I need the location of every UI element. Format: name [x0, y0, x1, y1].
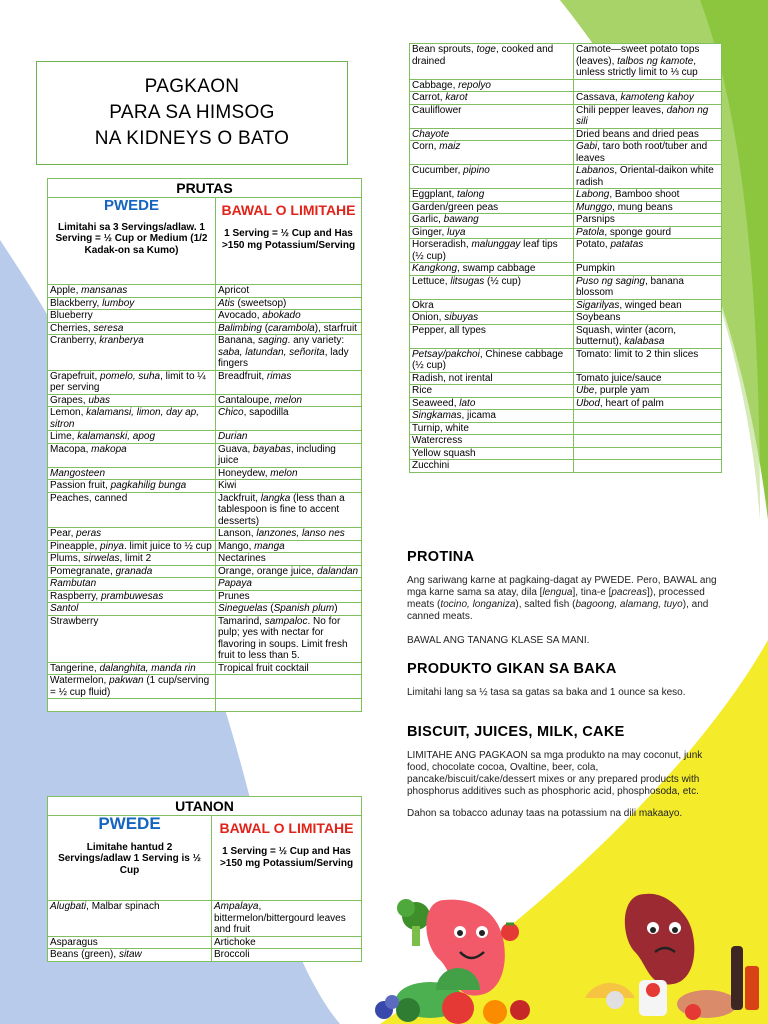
- prutas-right-cell: Cantaloupe, melon: [216, 394, 362, 407]
- veg-left-cell: Ginger, luya: [410, 226, 574, 239]
- veg-left-cell: Cucumber, pipino: [410, 165, 574, 189]
- veg-left-cell: Kangkong, swamp cabbage: [410, 263, 574, 276]
- veg-left-cell: Okra: [410, 299, 574, 312]
- prutas-pwede-label: PWEDE: [103, 197, 159, 214]
- utanon-left-cell: Asparagus: [48, 936, 212, 949]
- veg-right-cell: Tomato juice/sauce: [574, 372, 722, 385]
- utanon-bawal-cell: [212, 816, 362, 901]
- veg-left-cell: Watercress: [410, 435, 574, 448]
- prutas-row: [48, 603, 362, 616]
- veg-left-cell: Eggplant, talong: [410, 189, 574, 202]
- veg-right-cell: [574, 422, 722, 435]
- prutas-row: [48, 285, 362, 298]
- veg-right-table: [409, 43, 722, 473]
- prutas-left-cell: Tangerine, dalanghita, manda rin: [48, 662, 216, 675]
- utanon-left-cell: Alugbati, Malbar spinach: [48, 901, 212, 937]
- prutas-right-cell: [216, 699, 362, 712]
- utanon-right-cell: Artichoke: [212, 936, 362, 949]
- prutas-right-cell: Atis (sweetsop): [216, 297, 362, 310]
- veg-row: [410, 226, 722, 239]
- prutas-row: [48, 335, 362, 371]
- title-box: [36, 61, 348, 165]
- prutas-bawal-label: BAWAL O LIMITAHE: [221, 202, 356, 218]
- protina-text-1: Ang sariwang karne at pagkaing-dagat ay PWEDE. Pero, BAWAL ang mga karne sama sa atay, dila [lengua], tina-e [pacreas]), processed meats (tocino, longaniza), salted fish (bagoong, alamang, tuyo), and canned meats.: [407, 575, 717, 622]
- veg-left-cell: Radish, not irental: [410, 372, 574, 385]
- veg-right-cell: Parsnips: [574, 214, 722, 227]
- prutas-left-cell: Lemon, kalamansi, limon, day ap, sitron: [48, 407, 216, 431]
- veg-row: [410, 348, 722, 372]
- veg-right-cell: Cassava, kamoteng kahoy: [574, 92, 722, 105]
- prutas-row: [48, 322, 362, 335]
- veg-row: [410, 312, 722, 325]
- prutas-left-cell: Watermelon, pakwan (1 cup/serving = ½ cup fluid): [48, 675, 216, 699]
- prutas-pwede-cell: [48, 198, 216, 285]
- happy-kidney-icon: [360, 860, 540, 1024]
- veg-right-cell: Ube, purple yam: [574, 385, 722, 398]
- prutas-bawal-note: 1 Serving = ½ Cup and Has >150 mg Potassium/Serving: [221, 228, 356, 251]
- biscuit-text-1: LIMITAHE ANG PAGKAON sa mga produkto na may coconut, junk food, chocolate cocoa, Ovaltine, beer, cola, pancake/biscuit/cake/dessert mixes or any prepared products with phosphorus additives such as phosphoric acid, phosphosoda, etc.: [407, 750, 703, 797]
- veg-row: [410, 214, 722, 227]
- title-line-2: PARA SA HIMSOG: [109, 102, 275, 123]
- prutas-left-cell: Strawberry: [48, 615, 216, 662]
- veg-row: [410, 397, 722, 410]
- veg-right-cell: Puso ng saging, banana blossom: [574, 275, 722, 299]
- prutas-left-cell: Macopa, makopa: [48, 443, 216, 467]
- veg-left-cell: Horseradish, malunggay leaf tips (½ cup): [410, 239, 574, 263]
- utanon-table: [47, 796, 362, 962]
- prutas-left-cell: Cherries, seresa: [48, 322, 216, 335]
- veg-row: [410, 299, 722, 312]
- prutas-left-cell: Grapes, ubas: [48, 394, 216, 407]
- prutas-left-cell: Grapefruit, pomelo, suha, limit to ¼ per serving: [48, 370, 216, 394]
- utanon-bawal-note: 1 Serving = ½ Cup and Has >150 mg Potassium/Serving: [219, 846, 354, 869]
- veg-row: [410, 372, 722, 385]
- prutas-row: [48, 394, 362, 407]
- prutas-row: [48, 467, 362, 480]
- sad-kidney-icon: [575, 880, 765, 1024]
- veg-row: [410, 165, 722, 189]
- prutas-left-cell: Pineapple, pinya. limit juice to ½ cup: [48, 540, 216, 553]
- veg-left-cell: Petsay/pakchoi, Chinese cabbage (½ cup): [410, 348, 574, 372]
- veg-left-cell: Singkamas, jicama: [410, 410, 574, 423]
- prutas-left-cell: Pomegranate, granada: [48, 565, 216, 578]
- utanon-row: [48, 949, 362, 962]
- utanon-pwede-note: Limitahe hantud 2 Servings/adlaw 1 Serving is ½ Cup: [58, 841, 201, 876]
- prutas-row: [48, 590, 362, 603]
- utanon-row: [48, 936, 362, 949]
- prutas-row: [48, 578, 362, 591]
- prutas-left-cell: Rambutan: [48, 578, 216, 591]
- prutas-right-cell: Tamarind, sampaloc. No for pulp; yes with nectar for flavoring in soups. Limit fresh fruit to less than 5.: [216, 615, 362, 662]
- prutas-row: [48, 553, 362, 566]
- veg-left-cell: Onion, sibuyas: [410, 312, 574, 325]
- prutas-pwede-note: Limitahi sa 3 Servings/adlaw. 1 Serving = ½ Cup or Medium (1/2 Kadak-on sa Kumo): [55, 221, 208, 256]
- prutas-right-cell: Banana, saging. any variety: saba, latundan, señorita, lady fingers: [216, 335, 362, 371]
- prutas-left-cell: Raspberry, prambuwesas: [48, 590, 216, 603]
- veg-right-cell: Labong, Bamboo shoot: [574, 189, 722, 202]
- utanon-row: [48, 901, 362, 937]
- veg-row: [410, 79, 722, 92]
- prutas-right-cell: Jackfruit, langka (less than a tablespoon is fine to accent desserts): [216, 492, 362, 528]
- prutas-left-cell: Plums, sirwelas, limit 2: [48, 553, 216, 566]
- veg-left-cell: Carrot, karot: [410, 92, 574, 105]
- veg-row: [410, 447, 722, 460]
- veg-row: [410, 385, 722, 398]
- prutas-row: [48, 540, 362, 553]
- veg-row: [410, 460, 722, 473]
- veg-right-cell: Dried beans and dried peas: [574, 128, 722, 141]
- prutas-row: [48, 565, 362, 578]
- prutas-left-cell: Mangosteen: [48, 467, 216, 480]
- veg-left-cell: Garden/green peas: [410, 201, 574, 214]
- veg-row: [410, 324, 722, 348]
- veg-left-cell: Pepper, all types: [410, 324, 574, 348]
- prutas-row: [48, 480, 362, 493]
- baka-section: [407, 661, 727, 699]
- prutas-header: PRUTAS: [48, 179, 362, 198]
- prutas-row: [48, 310, 362, 323]
- utanon-header: UTANON: [48, 797, 362, 816]
- prutas-left-cell: Peaches, canned: [48, 492, 216, 528]
- biscuit-text-2: Dahon sa tobacco adunay taas na potassium na dili makaayo.: [407, 808, 683, 819]
- veg-left-cell: Lettuce, litsugas (½ cup): [410, 275, 574, 299]
- prutas-rows: [48, 285, 362, 712]
- prutas-right-cell: [216, 675, 362, 699]
- prutas-row: [48, 675, 362, 699]
- utanon-right-cell: Ampalaya, bittermelon/bittergourd leaves and fruit: [212, 901, 362, 937]
- veg-right-cell: Munggo, mung beans: [574, 201, 722, 214]
- prutas-right-cell: Nectarines: [216, 553, 362, 566]
- biscuit-section: [407, 724, 725, 820]
- veg-right-cell: Squash, winter (acorn, butternut), kalabasa: [574, 324, 722, 348]
- veg-row: [410, 141, 722, 165]
- veg-left-cell: Yellow squash: [410, 447, 574, 460]
- veg-row: [410, 275, 722, 299]
- veg-row: [410, 201, 722, 214]
- prutas-row: [48, 662, 362, 675]
- veg-row: [410, 239, 722, 263]
- veg-right-cell: Tomato: limit to 2 thin slices: [574, 348, 722, 372]
- title-line-3: NA KIDNEYS O BATO: [94, 128, 290, 149]
- utanon-left-cell: Beans (green), sitaw: [48, 949, 212, 962]
- prutas-table: [47, 178, 362, 712]
- prutas-right-cell: Kiwi: [216, 480, 362, 493]
- veg-right-cell: Sigarilyas, winged bean: [574, 299, 722, 312]
- veg-left-cell: Cabbage, repolyo: [410, 79, 574, 92]
- veg-right-cell: [574, 435, 722, 448]
- veg-right-cell: Pumpkin: [574, 263, 722, 276]
- utanon-bawal-label: BAWAL O LIMITAHE: [219, 820, 354, 836]
- protina-section: [407, 549, 727, 647]
- veg-right-cell: Soybeans: [574, 312, 722, 325]
- prutas-row: [48, 431, 362, 444]
- prutas-row: [48, 492, 362, 528]
- protina-text-2: BAWAL ANG TANANG KLASE SA MANI.: [407, 635, 590, 646]
- biscuit-title: BISCUIT, JUICES, MILK, CAKE: [407, 724, 625, 740]
- protina-title: PROTINA: [407, 549, 475, 565]
- prutas-left-cell: Apple, mansanas: [48, 285, 216, 298]
- veg-right-cell: [574, 460, 722, 473]
- prutas-right-cell: Mango, manga: [216, 540, 362, 553]
- prutas-right-cell: Orange, orange juice, dalandan: [216, 565, 362, 578]
- veg-left-cell: Turnip, white: [410, 422, 574, 435]
- prutas-bawal-cell: [216, 198, 362, 285]
- prutas-left-cell: Passion fruit, pagkahilig bunga: [48, 480, 216, 493]
- prutas-row: [48, 699, 362, 712]
- prutas-right-cell: Lanson, lanzones, lanso nes: [216, 528, 362, 541]
- veg-right-cell: Labanos, Oriental-daikon white radish: [574, 165, 722, 189]
- veg-left-cell: Rice: [410, 385, 574, 398]
- prutas-right-cell: Sineguelas (Spanish plum): [216, 603, 362, 616]
- prutas-right-cell: Guava, bayabas, including juice: [216, 443, 362, 467]
- prutas-row: [48, 370, 362, 394]
- prutas-left-cell: Lime, kalamanski, apog: [48, 431, 216, 444]
- prutas-left-cell: Cranberry, kranberya: [48, 335, 216, 371]
- veg-row: [410, 104, 722, 128]
- baka-title: PRODUKTO GIKAN SA BAKA: [407, 661, 617, 677]
- veg-left-cell: Corn, maiz: [410, 141, 574, 165]
- veg-left-cell: Chayote: [410, 128, 574, 141]
- prutas-left-cell: Blackberry, lumboy: [48, 297, 216, 310]
- prutas-row: [48, 528, 362, 541]
- prutas-right-cell: Tropical fruit cocktail: [216, 662, 362, 675]
- prutas-right-cell: Avocado, abokado: [216, 310, 362, 323]
- veg-right-cell: [574, 447, 722, 460]
- veg-row: [410, 128, 722, 141]
- prutas-left-cell: Blueberry: [48, 310, 216, 323]
- prutas-left-cell: Pear, peras: [48, 528, 216, 541]
- prutas-right-cell: Prunes: [216, 590, 362, 603]
- prutas-row: [48, 615, 362, 662]
- prutas-row: [48, 443, 362, 467]
- veg-right-cell: Chili pepper leaves, dahon ng sili: [574, 104, 722, 128]
- utanon-pwede-cell: [48, 816, 212, 901]
- prutas-right-cell: Papaya: [216, 578, 362, 591]
- veg-row: [410, 435, 722, 448]
- veg-left-cell: Garlic, bawang: [410, 214, 574, 227]
- veg-row: [410, 410, 722, 423]
- prutas-right-cell: Balimbing (carambola), starfruit: [216, 322, 362, 335]
- veg-right-cell: Camote—sweet potato tops (leaves), talbos ng kamote, unless strictly limit to ⅓ cup: [574, 44, 722, 80]
- veg-right-cell: Ubod, heart of palm: [574, 397, 722, 410]
- prutas-right-cell: Breadfruit, rimas: [216, 370, 362, 394]
- veg-right-cell: Potato, patatas: [574, 239, 722, 263]
- baka-text: Limitahi lang sa ½ tasa sa gatas sa baka and 1 ounce sa keso.: [407, 687, 686, 698]
- veg-row: [410, 189, 722, 202]
- veg-right-cell: Patola, sponge gourd: [574, 226, 722, 239]
- prutas-row: [48, 297, 362, 310]
- veg-row: [410, 263, 722, 276]
- veg-left-cell: Seaweed, lato: [410, 397, 574, 410]
- veg-left-cell: Zucchini: [410, 460, 574, 473]
- veg-left-cell: Bean sprouts, toge, cooked and drained: [410, 44, 574, 80]
- prutas-left-cell: [48, 699, 216, 712]
- prutas-right-cell: Durian: [216, 431, 362, 444]
- veg-row: [410, 422, 722, 435]
- prutas-right-cell: Apricot: [216, 285, 362, 298]
- veg-left-cell: Cauliflower: [410, 104, 574, 128]
- prutas-left-cell: Santol: [48, 603, 216, 616]
- veg-right-rows: [410, 44, 722, 473]
- prutas-right-cell: Honeydew, melon: [216, 467, 362, 480]
- utanon-right-cell: Broccoli: [212, 949, 362, 962]
- veg-row: [410, 44, 722, 80]
- prutas-right-cell: Chico, sapodilla: [216, 407, 362, 431]
- veg-right-cell: [574, 410, 722, 423]
- veg-row: [410, 92, 722, 105]
- veg-right-cell: [574, 79, 722, 92]
- veg-right-cell: Gabi, taro both root/tuber and leaves: [574, 141, 722, 165]
- prutas-row: [48, 407, 362, 431]
- title-line-1: PAGKAON: [144, 76, 240, 97]
- utanon-rows: [48, 901, 362, 962]
- utanon-pwede-label: PWEDE: [98, 814, 161, 833]
